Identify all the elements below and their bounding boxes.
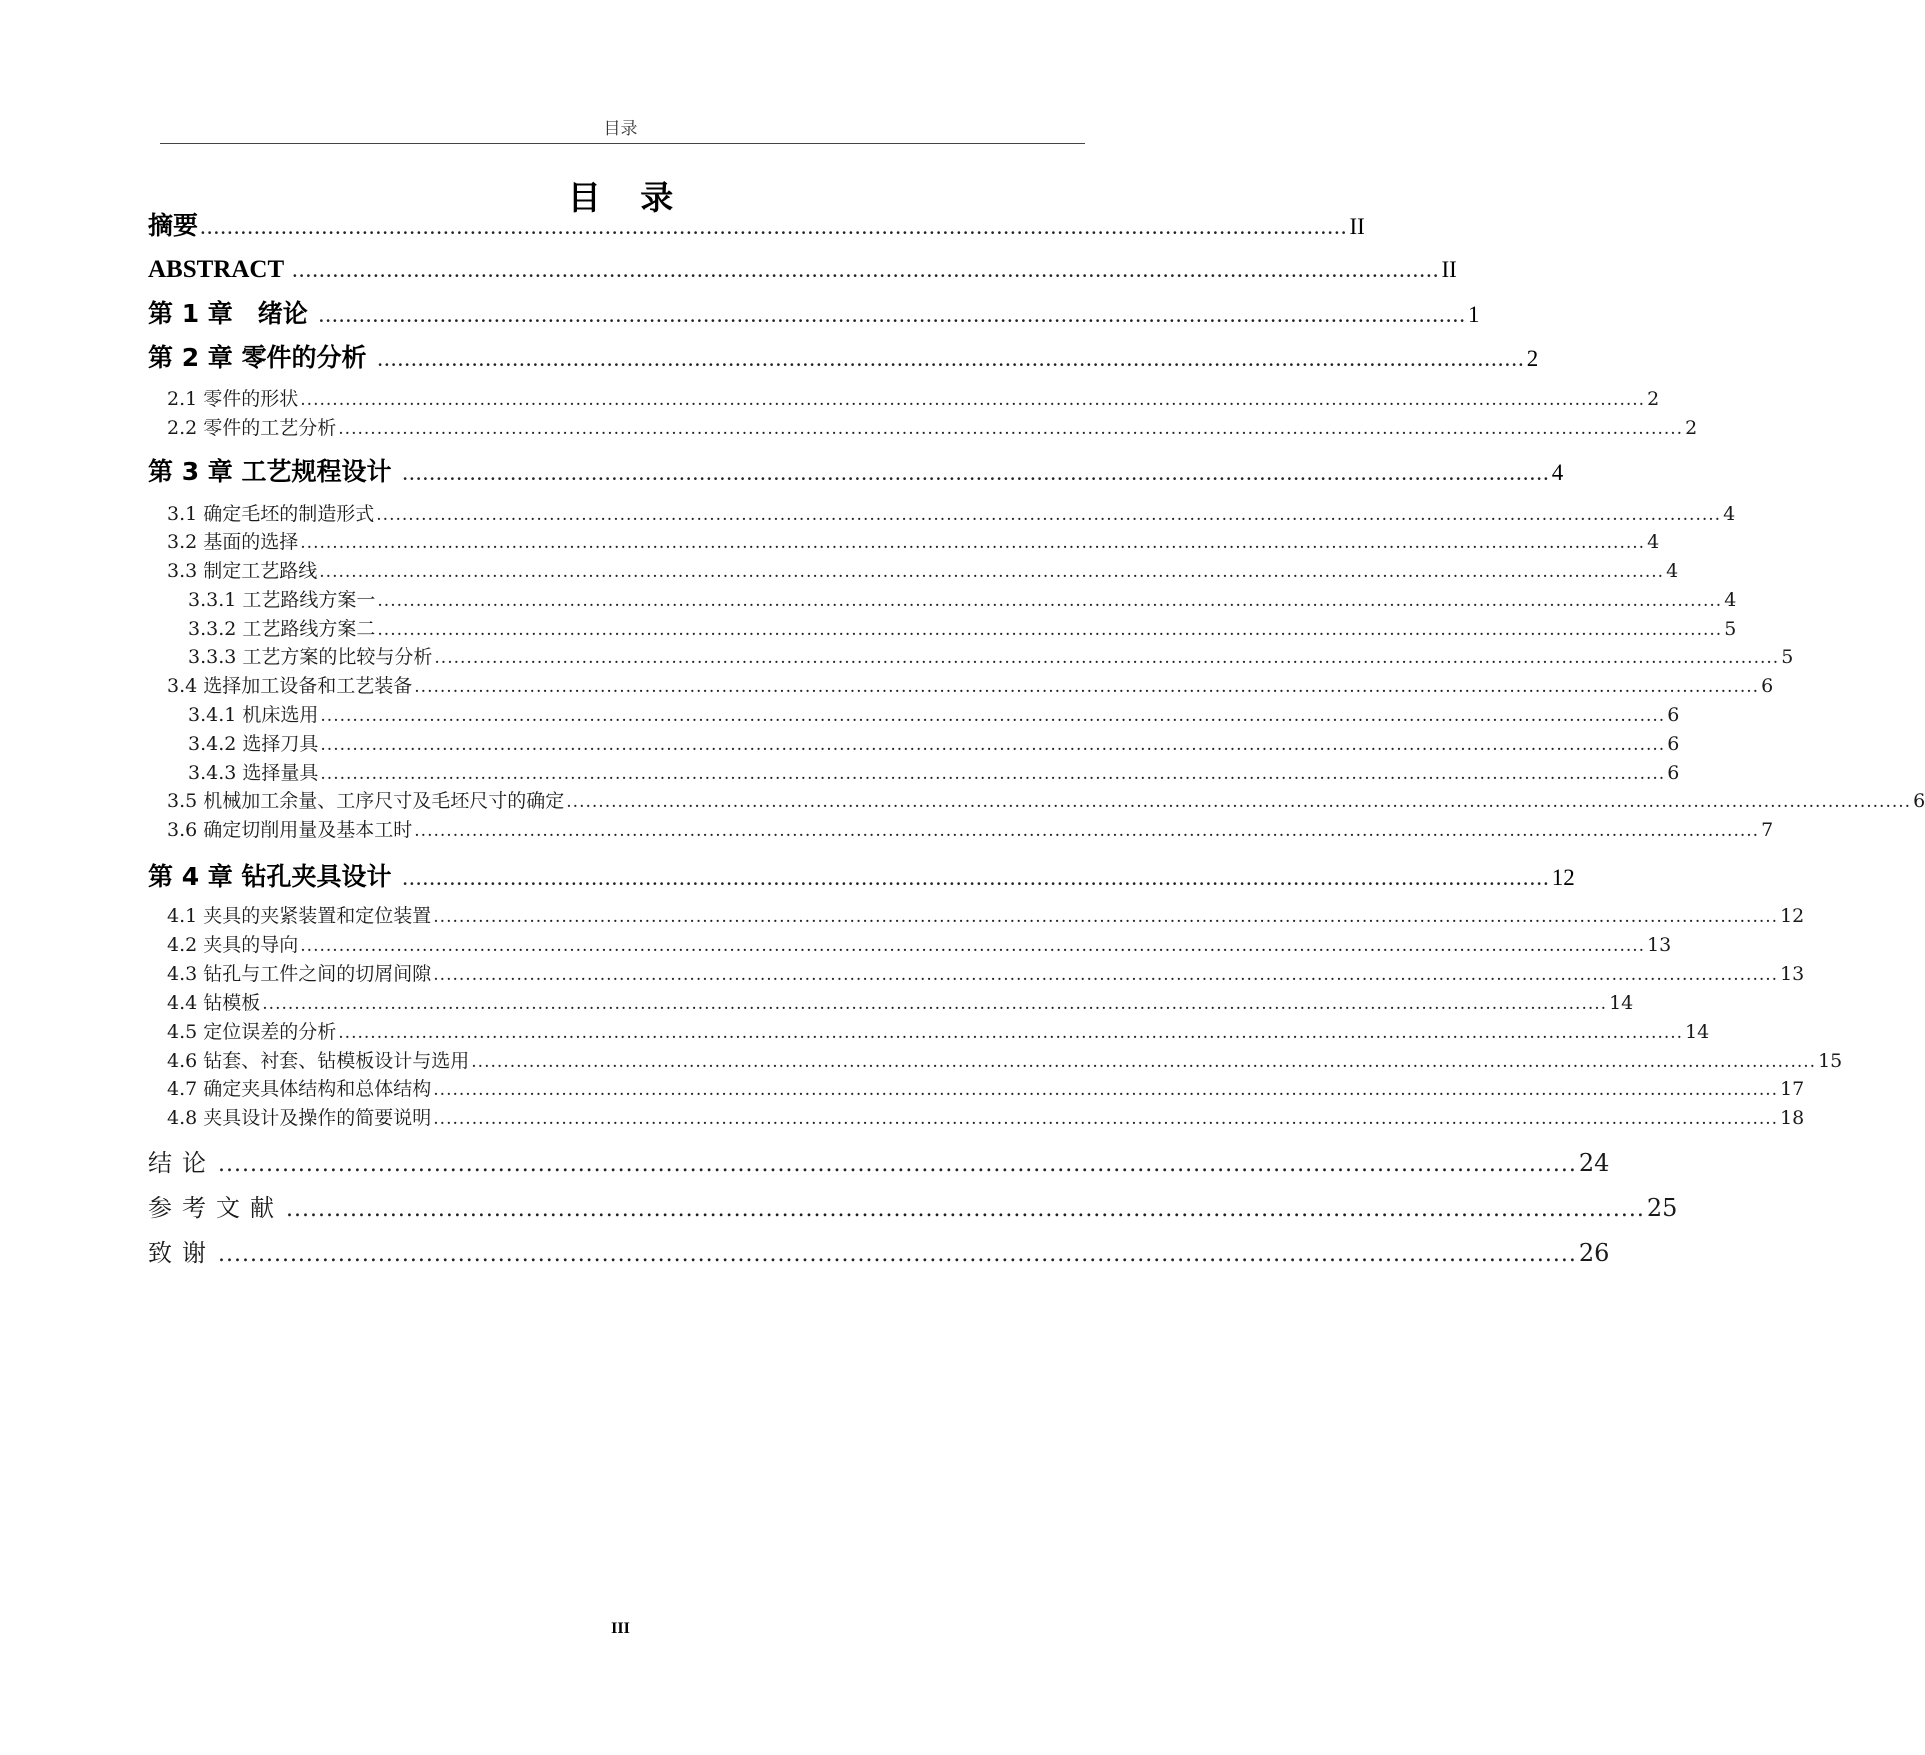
toc-entry-acknowledgements[interactable] bbox=[148, 1236, 1610, 1272]
toc-entry-label: 致谢 bbox=[148, 1239, 216, 1267]
toc-entry-label: 2.1 零件的形状 bbox=[167, 388, 299, 410]
toc-entry-label: 4.3 钻孔与工件之间的切屑间隙 bbox=[167, 963, 432, 985]
toc-entry-page: 4 bbox=[1724, 589, 1737, 611]
toc-entry-subsection[interactable] bbox=[188, 702, 1680, 729]
toc-entry-page: II bbox=[1441, 257, 1457, 282]
toc-entry-page: 25 bbox=[1646, 1194, 1678, 1222]
toc-entry-page: 4 bbox=[1666, 560, 1679, 582]
toc-dot-leader: .................................................................................................................................................................................................................. bbox=[414, 821, 1760, 841]
toc-dot-leader: .......................................................................................................................................................................... bbox=[291, 257, 1440, 282]
toc-entry-chapter-4[interactable] bbox=[148, 860, 1575, 895]
toc-entry-page: 2 bbox=[1526, 346, 1539, 371]
toc-entry-label: 3.3 制定工艺路线 bbox=[167, 560, 318, 582]
toc-dot-leader: .......................................................................................................................................................................... bbox=[218, 1242, 1577, 1267]
toc-entry-subsection[interactable] bbox=[188, 731, 1680, 758]
toc-entry-label: 3.4.2 选择刀具 bbox=[188, 733, 319, 755]
toc-entry-section[interactable] bbox=[167, 1048, 1843, 1075]
toc-entry-section[interactable] bbox=[167, 1076, 1805, 1103]
toc-dot-leader: .................................................................................................................................................................................................................. bbox=[377, 620, 1723, 640]
toc-entry-label: 3.4.3 选择量具 bbox=[188, 762, 319, 784]
toc-entry-label: 3.6 确定切削用量及基本工时 bbox=[167, 819, 413, 841]
toc-entry-references[interactable] bbox=[148, 1191, 1678, 1227]
toc-entry-section[interactable] bbox=[167, 932, 1672, 959]
toc-dot-leader: .......................................................................................................................................................................... bbox=[318, 302, 1467, 327]
toc-entry-page: 14 bbox=[1609, 992, 1634, 1014]
toc-dot-leader: .................................................................................................................................................................................................................. bbox=[433, 1080, 1779, 1100]
toc-entry-page: 5 bbox=[1781, 646, 1794, 668]
toc-entry-label: 参考文献 bbox=[148, 1194, 284, 1222]
toc-dot-leader: .................................................................................................................................................................................................................. bbox=[433, 1109, 1779, 1129]
toc-entry-page: 13 bbox=[1647, 934, 1672, 956]
toc-dot-leader: .................................................................................................................................................................................................................. bbox=[320, 735, 1666, 755]
toc-entry-page: 26 bbox=[1578, 1239, 1610, 1267]
toc-entry-section[interactable] bbox=[167, 788, 1925, 815]
toc-dot-leader: .......................................................................................................................................................................... bbox=[377, 346, 1525, 371]
toc-entry-page: 2 bbox=[1685, 417, 1698, 439]
toc-entry-label: 4.7 确定夹具体结构和总体结构 bbox=[167, 1078, 432, 1100]
toc-entry-abstract-en[interactable] bbox=[148, 253, 1457, 287]
toc-entry-label: 4.8 夹具设计及操作的简要说明 bbox=[167, 1107, 432, 1129]
toc-entry-page: 13 bbox=[1780, 963, 1805, 985]
toc-dot-leader: .................................................................................................................................................................................................................. bbox=[300, 533, 1646, 553]
toc-entry-label: 4.6 钻套、衬套、钻模板设计与选用 bbox=[167, 1050, 470, 1072]
toc-entry-label: 第 3 章 工艺规程设计 bbox=[148, 457, 401, 486]
toc-dot-leader: .................................................................................................................................................................................................................. bbox=[471, 1052, 1817, 1072]
toc-entry-label: ABSTRACT bbox=[148, 256, 290, 283]
page-number: III bbox=[611, 1620, 630, 1637]
toc-entry-section[interactable] bbox=[167, 529, 1660, 556]
toc-entry-page: 5 bbox=[1724, 618, 1737, 640]
toc-entry-subsection[interactable] bbox=[188, 644, 1794, 671]
toc-entry-label: 4.4 钻模板 bbox=[167, 992, 261, 1014]
toc-dot-leader: .......................................................................................................................................................................... bbox=[286, 1197, 1645, 1222]
toc-entry-label: 第 1 章 绪论 bbox=[148, 299, 317, 328]
toc-entry-label: 3.3.3 工艺方案的比较与分析 bbox=[188, 646, 433, 668]
toc-entry-section[interactable] bbox=[167, 961, 1805, 988]
toc-entry-section[interactable] bbox=[167, 903, 1805, 930]
toc-dot-leader: .................................................................................................................................................................................................................. bbox=[319, 562, 1665, 582]
toc-dot-leader: .................................................................................................................................................................................................................. bbox=[377, 591, 1723, 611]
toc-entry-page: 6 bbox=[1667, 762, 1680, 784]
toc-entry-abstract-cn[interactable] bbox=[148, 209, 1365, 244]
toc-entry-label: 3.1 确定毛坯的制造形式 bbox=[167, 503, 375, 525]
toc-entry-section[interactable] bbox=[167, 501, 1736, 528]
toc-entry-section[interactable] bbox=[167, 817, 1774, 844]
toc-entry-chapter-3[interactable] bbox=[148, 455, 1564, 490]
toc-entry-page: 6 bbox=[1667, 733, 1680, 755]
toc-dot-leader: .......................................................................................................................................................................... bbox=[402, 460, 1550, 485]
toc-entry-label: 第 2 章 零件的分析 bbox=[148, 343, 376, 372]
toc-entry-section[interactable] bbox=[167, 1105, 1805, 1132]
toc-dot-leader: .......................................................................................................................................................................... bbox=[402, 865, 1550, 890]
toc-entry-page: 6 bbox=[1913, 790, 1925, 812]
toc-entry-subsection[interactable] bbox=[188, 616, 1737, 643]
toc-entry-page: 2 bbox=[1647, 388, 1660, 410]
toc-entry-page: II bbox=[1349, 214, 1365, 239]
toc-dot-leader: .................................................................................................................................................................................................................. bbox=[320, 706, 1666, 726]
toc-dot-leader: .................................................................................................................................................................................................................. bbox=[300, 390, 1646, 410]
toc-entry-chapter-2[interactable] bbox=[148, 341, 1539, 376]
toc-entry-label: 第 4 章 钻孔夹具设计 bbox=[148, 862, 401, 891]
running-header: 目录 bbox=[603, 119, 638, 139]
toc-dot-leader: .................................................................................................................................................................................................................. bbox=[414, 677, 1760, 697]
toc-dot-leader: .................................................................................................................................................................................................................. bbox=[376, 505, 1722, 525]
toc-dot-leader: .................................................................................................................................................................................................................. bbox=[300, 936, 1646, 956]
toc-entry-label: 3.3.1 工艺路线方案一 bbox=[188, 589, 376, 611]
toc-entry-section[interactable] bbox=[167, 1019, 1710, 1046]
toc-entry-label: 3.4.1 机床选用 bbox=[188, 704, 319, 726]
toc-entry-page: 18 bbox=[1780, 1107, 1805, 1129]
toc-entry-label: 2.2 零件的工艺分析 bbox=[167, 417, 337, 439]
toc-entry-chapter-1[interactable] bbox=[148, 297, 1480, 332]
toc-entry-page: 4 bbox=[1647, 531, 1660, 553]
toc-dot-leader: .................................................................................................................................................................................................................. bbox=[338, 419, 1684, 439]
toc-dot-leader: .................................................................................................................................................................................................................. bbox=[433, 907, 1779, 927]
toc-entry-label: 3.5 机械加工余量、工序尺寸及毛坯尺寸的确定 bbox=[167, 790, 565, 812]
toc-entry-page: 4 bbox=[1551, 460, 1564, 485]
page-title: 目 录 bbox=[567, 178, 688, 217]
toc-entry-subsection[interactable] bbox=[188, 587, 1737, 614]
toc-dot-leader: .................................................................................................................................................................................................................. bbox=[434, 648, 1780, 668]
toc-dot-leader: .................................................................................................................................................................................................................. bbox=[338, 1023, 1684, 1043]
toc-entry-page: 17 bbox=[1780, 1078, 1805, 1100]
toc-entry-label: 结论 bbox=[148, 1149, 216, 1177]
toc-entry-page: 14 bbox=[1685, 1021, 1710, 1043]
toc-entry-page: 24 bbox=[1578, 1149, 1610, 1177]
toc-dot-leader: .................................................................................................................................................................................................................. bbox=[433, 965, 1779, 985]
toc-dot-leader: .................................................................................................................................................................................................................. bbox=[320, 764, 1666, 784]
toc-dot-leader: .......................................................................................................................................................................... bbox=[218, 1152, 1577, 1177]
toc-dot-leader: .................................................................................................................................................................................................................. bbox=[262, 994, 1608, 1014]
toc-entry-page: 12 bbox=[1551, 865, 1575, 890]
toc-entry-label: 3.4 选择加工设备和工艺装备 bbox=[167, 675, 413, 697]
toc-dot-leader: .......................................................................................................................................................................... bbox=[200, 214, 1348, 239]
toc-entry-page: 1 bbox=[1468, 302, 1480, 327]
toc-entry-section[interactable] bbox=[167, 415, 1698, 442]
toc-entry-page: 15 bbox=[1818, 1050, 1843, 1072]
toc-entry-page: 4 bbox=[1723, 503, 1736, 525]
toc-dot-leader: .................................................................................................................................................................................................................. bbox=[566, 792, 1912, 812]
toc-entry-label: 3.3.2 工艺路线方案二 bbox=[188, 618, 376, 640]
toc-entry-label: 3.2 基面的选择 bbox=[167, 531, 299, 553]
toc-entry-page: 12 bbox=[1780, 905, 1805, 927]
toc-entry-page: 7 bbox=[1761, 819, 1774, 841]
toc-entry-label: 摘要 bbox=[148, 211, 199, 240]
toc-entry-page: 6 bbox=[1667, 704, 1680, 726]
toc-entry-subsection[interactable] bbox=[188, 760, 1680, 787]
toc-entry-section[interactable] bbox=[167, 990, 1634, 1017]
toc-entry-page: 6 bbox=[1761, 675, 1774, 697]
toc-entry-label: 4.2 夹具的导向 bbox=[167, 934, 299, 956]
toc-entry-label: 4.5 定位误差的分析 bbox=[167, 1021, 337, 1043]
toc-entry-section[interactable] bbox=[167, 558, 1679, 585]
toc-entry-conclusion[interactable] bbox=[148, 1146, 1610, 1182]
toc-entry-section[interactable] bbox=[167, 673, 1774, 700]
toc-entry-section[interactable] bbox=[167, 386, 1660, 413]
toc-entry-label: 4.1 夹具的夹紧装置和定位装置 bbox=[167, 905, 432, 927]
